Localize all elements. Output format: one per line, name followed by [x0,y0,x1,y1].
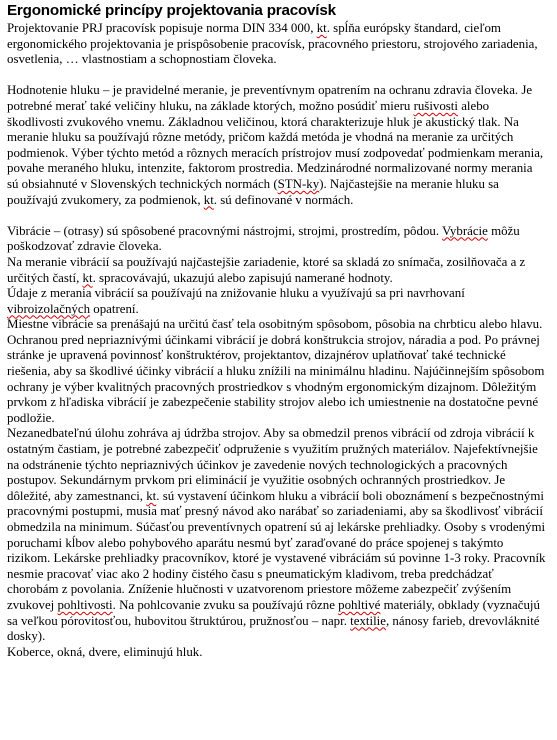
text-run: . spĺňa európsky štandard, cieľom ergonomického projektovania je prispôsobenie pracovísk, pracovného priestoru, strojového zariadenia, osvetlenia, … vlastnostiam a schopnostiam človeka. [7,21,538,67]
misspelled-word: textilie [350,613,386,628]
document-body [7,21,547,660]
misspelled-word: kt [146,488,157,503]
paragraph-gap [7,68,547,84]
misspelled-word: vibroizolačných [7,301,91,316]
text-run: Nezanedbateľnú úlohu zohráva aj údržba strojov. Aby sa obmedzil prenos vibrácií od zdroja vibrácií k ostatným častiam, je potrebné zabezpečiť odpruženie s využitím pružných materiálov. Najefektívnejšie na odstránenie týchto nepriaznivých účinkov je zavedenie nových technologických a pracovných postupov. Sekundárnym prvkom pri eliminácií je využitie osobných ochranných prostriedkov. Je dôležité, aby zamestnanci, [7,426,538,503]
text-run: . sú definované v normách. [213,192,354,207]
text-run: ). Najčastejšie na meranie hluku sa používajú zvukomery, za podmienok, [7,176,499,207]
body-paragraph [7,317,547,426]
body-paragraph [7,21,547,68]
text-run: Údaje z merania vibrácií sa používajú na znižovanie hluku a využívajú sa pri navrhovaní [7,286,465,301]
misspelled-word: kt [82,270,93,285]
text-run: Vibrácie – (otrasy) sú spôsobené pracovnými nástrojmi, strojmi, prostredím, pôdou. [7,223,443,238]
body-paragraph [7,224,547,255]
body-paragraph [7,286,547,317]
text-run: Miestne vibrácie sa prenášajú na určitú časť tela osobitným spôsobom, pôsobia na chrbticu alebo hlavu. Ochranou pred nepriaznivými účinkami vibrácií je dobrá konštrukcia strojov, náradia a pod. Po právnej stránke je upravená povinnosť konštruktérov, projektantov, dizajnérov uplatňovať také technické riešenia, aby sa škodlivé účinky vibrácií a hluku znížili na minimálnu hladinu. Najúčinnejším spôsobom ochrany je výber kvalitných pracovných prostriedkov s vhodným ergonomickým dizajnom. Dôležitým prvkom z hľadiska vibrácií je zabezpečenie stability strojov alebo ich umiestnenie na dostatočne pevné podložie. [7,317,545,425]
text-run: . Na pohlcovanie zvuku sa používajú rôzne [112,597,339,612]
text-run: Hodnotenie hluku – je pravidelné meranie, je preventívnym opatrením na ochranu zdravia človeka. Je potrebné merať také veličiny hluku, na základe ktorých, možno posúdiť mieru [7,83,533,113]
text-run: Projektovanie PRJ pracovísk popisuje norma DIN 334 000, [7,21,317,35]
text-run: Na meranie vibrácií sa používajú najčastejšie zariadenie, ktoré sa skladá zo snímača, zosilňovača a z určitých častí, [7,254,526,285]
body-paragraph [7,83,547,208]
misspelled-word: pohltivosti [57,597,113,612]
text-run: opatrení. [90,301,139,316]
document-title: Ergonomické princípy projektovania pracovísk [7,2,336,19]
text-run: , nánosy farieb, drevovláknité dosky). [7,613,540,644]
misspelled-word: Vybrácie [442,223,488,238]
misspelled-word: kt [203,192,214,207]
text-run: . sú vystavení účinkom hluku a vibrácií boli oboznámení s bezpečnostnými pracovnými postupmi, musia mať presný návod ako narábať so zariadeniami, aby sa škodlivosť vibrácií obmedzila na minimum. Súčasťou preventívnych opatrení sú aj lekárske prehliadky. Osoby s vrodenými poruchami kĺbov alebo pohybového aparátu nesmú byť zaraďované do práce spojenej s takýmto rizikom. Lekárske prehliadky pracovníkov, ktoré je vystavené vibráciám sú povinne 1-3 roky. Pracovník nesmie pracovať viac ako 2 hodiny čistého času s pneumatickým kladivom, treba predchádzať chorobám z povolania. Zníženie hlučnosti v uzatvorenom priestore môžeme zabezpečiť zvýšením zvukovej [7,488,546,612]
text-run: Koberce, okná, dvere, eliminujú hluk. [7,644,203,659]
text-run: materiály, obklady (vyznačujú sa veľkou pórovitosťou, hubovitou štruktúrou, pružnosťou – napr. [7,597,540,628]
misspelled-word: STN-ky [277,176,320,191]
text-run: alebo škodlivosti zvukového vnemu. Základnou veličinou, ktorá charakterizuje hluk je akustický tlak. Na meranie hluku sa používajú rôzne metódy, pričom každá metóda je vhodná na meranie za určitých podmienok. Výber týchto metód a rôznych meracích prístrojov musí zodpovedať podmienkam merania, povahe meraného hluku, intenzite, faktorom prostredia. Medzinárodné normalizované normy merania sú obsiahnuté v Slovenských technických normách ( [7,98,544,191]
misspelled-word: rušivosti [413,98,458,113]
misspelled-word: kt [316,21,327,35]
text-run: . spracovávajú, ukazujú alebo zapisujú namerané hodnoty. [92,270,393,285]
text-run: môžu poškodzovať zdravie človeka. [7,223,520,254]
paragraph-gap [7,208,547,224]
misspelled-word: pohltivé [338,597,381,612]
body-paragraph [7,426,547,644]
body-paragraph [7,255,547,286]
body-paragraph [7,645,547,661]
